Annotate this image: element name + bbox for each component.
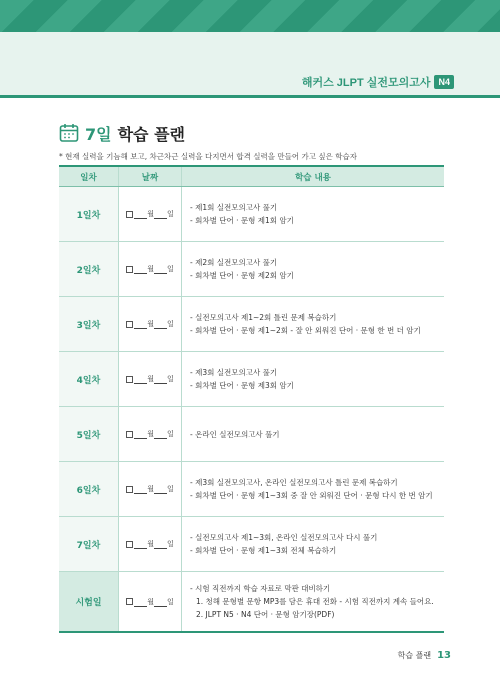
study-content: [182, 407, 445, 462]
date-checkbox[interactable]: [126, 541, 133, 548]
study-content: [182, 187, 445, 242]
study-content: [182, 462, 445, 517]
study-task-line: - 시험 직전까지 학습 자료로 막판 대비하기: [190, 584, 331, 593]
study-task-line: 2. JLPT N5 · N4 단어 · 문형 암기장(PDF): [196, 610, 335, 619]
table-row: [59, 517, 444, 572]
table-row: [59, 187, 444, 242]
month-blank[interactable]: [134, 265, 147, 274]
month-blank[interactable]: [134, 320, 147, 329]
date-field[interactable]: [119, 187, 182, 242]
study-task-line: - 회차별 단어 · 문형 제3회 암기: [190, 381, 294, 390]
table-header-row: [59, 166, 444, 187]
month-label: 월: [147, 320, 154, 328]
month-label: 월: [147, 597, 154, 606]
month-blank[interactable]: [134, 540, 147, 549]
day-label: 3일차: [59, 297, 119, 352]
header-book-title: [302, 74, 454, 90]
day-blank[interactable]: [154, 320, 167, 329]
page-header: [0, 0, 500, 95]
month-blank[interactable]: [134, 430, 147, 439]
study-plan-table: [59, 165, 444, 633]
month-blank[interactable]: [134, 485, 147, 494]
day-label: 7일차: [59, 517, 119, 572]
study-task-line: - 회차별 단어 · 문형 제1~2회 - 잘 안 외워진 단어 · 문형 한 번 더 암기: [190, 326, 421, 335]
footer-section-label: 학습 플랜: [397, 651, 432, 660]
study-task-line: - 온라인 실전모의고사 풀기: [190, 429, 280, 439]
day-unit-label: 일: [167, 540, 174, 548]
day-unit-label: 일: [167, 320, 174, 328]
month-label: 월: [147, 210, 154, 218]
day-label: 1일차: [59, 187, 119, 242]
study-task-line: - 회차별 단어 · 문형 제2회 암기: [190, 271, 294, 280]
header-stripe-band: [0, 0, 500, 32]
date-checkbox[interactable]: [126, 598, 133, 605]
study-content: [182, 352, 445, 407]
level-badge: N4: [434, 75, 454, 89]
date-checkbox[interactable]: [126, 431, 133, 438]
table-row: [59, 352, 444, 407]
date-checkbox[interactable]: [126, 486, 133, 493]
plan-title-days: 7일: [85, 124, 112, 144]
date-checkbox[interactable]: [126, 376, 133, 383]
day-blank[interactable]: [154, 540, 167, 549]
month-blank[interactable]: [134, 375, 147, 384]
study-content: [182, 517, 445, 572]
day-unit-label: 일: [167, 265, 174, 273]
table-row: [59, 407, 444, 462]
plan-title: [59, 122, 185, 144]
study-task-line: - 제2회 실전모의고사 풀기: [190, 258, 278, 267]
table-row: [59, 297, 444, 352]
table-row: [59, 572, 444, 633]
date-checkbox[interactable]: [126, 266, 133, 273]
plan-title-text: 학습 플랜: [117, 124, 185, 144]
date-field[interactable]: [119, 462, 182, 517]
month-label: 월: [147, 430, 154, 438]
day-unit-label: 일: [167, 210, 174, 218]
study-task-line: - 실전모의고사 제1~3회, 온라인 실전모의고사 다시 풀기: [190, 533, 378, 542]
day-unit-label: 일: [167, 375, 174, 383]
study-task-line: - 회차별 단어 · 문형 제1~3회 전체 복습하기: [190, 546, 337, 555]
page-footer: [398, 650, 451, 661]
day-blank[interactable]: [154, 210, 167, 219]
study-task-line: - 회차별 단어 · 문형 제1회 암기: [190, 216, 294, 225]
study-content: [182, 572, 445, 633]
day-blank[interactable]: [154, 598, 167, 607]
date-field[interactable]: [119, 572, 182, 633]
date-checkbox[interactable]: [126, 321, 133, 328]
day-label: 4일차: [59, 352, 119, 407]
day-unit-label: 일: [167, 430, 174, 438]
study-task-line: - 실전모의고사 제1~2회 틀린 문제 복습하기: [190, 313, 337, 322]
day-blank[interactable]: [154, 265, 167, 274]
month-blank[interactable]: [134, 598, 147, 607]
book-title: 해커스 JLPT 실전모의고사: [301, 77, 431, 89]
date-field[interactable]: [119, 242, 182, 297]
calendar-icon: [59, 123, 79, 143]
study-content: [182, 242, 445, 297]
day-unit-label: 일: [167, 485, 174, 493]
column-header-content: 학습 내용: [182, 166, 445, 187]
day-label: 2일차: [59, 242, 119, 297]
day-blank[interactable]: [154, 430, 167, 439]
day-unit-label: 일: [167, 597, 174, 606]
study-task-line: - 제1회 실전모의고사 풀기: [190, 203, 278, 212]
month-label: 월: [147, 485, 154, 493]
header-divider: [0, 95, 500, 98]
column-header-date: 날짜: [119, 166, 182, 187]
study-task-line: - 제3회 실전모의고사 풀기: [190, 368, 278, 377]
study-content: [182, 297, 445, 352]
day-blank[interactable]: [154, 485, 167, 494]
day-label: 6일차: [59, 462, 119, 517]
month-label: 월: [147, 540, 154, 548]
date-field[interactable]: [119, 517, 182, 572]
study-task-line: - 회차별 단어 · 문형 제1~3회 중 잘 안 외워진 단어 · 문형 다시 한 번 암기: [190, 491, 433, 500]
column-header-day: 일차: [59, 166, 119, 187]
plan-subtitle: * 현재 실력을 기늠해 보고, 차근차근 실력을 다지면서 합격 실력을 만들어 가고 싶은 학습자: [59, 152, 357, 161]
date-field[interactable]: [119, 297, 182, 352]
day-blank[interactable]: [154, 375, 167, 384]
day-label: 시험일: [59, 572, 119, 633]
month-label: 월: [147, 375, 154, 383]
month-blank[interactable]: [134, 210, 147, 219]
date-field[interactable]: [119, 352, 182, 407]
table-row: [59, 242, 444, 297]
study-task-line: 1. 청해 문형별 문항 MP3를 담은 휴대 전화 - 시험 직전까지 계속 들어요.: [196, 597, 434, 606]
page-number: 13: [437, 650, 451, 661]
table-row: [59, 462, 444, 517]
date-field[interactable]: [119, 407, 182, 462]
study-task-line: - 제3회 실전모의고사, 온라인 실전모의고사 틀린 문제 복습하기: [190, 478, 398, 487]
month-label: 월: [147, 265, 154, 273]
day-label: 5일차: [59, 407, 119, 462]
date-checkbox[interactable]: [126, 211, 133, 218]
